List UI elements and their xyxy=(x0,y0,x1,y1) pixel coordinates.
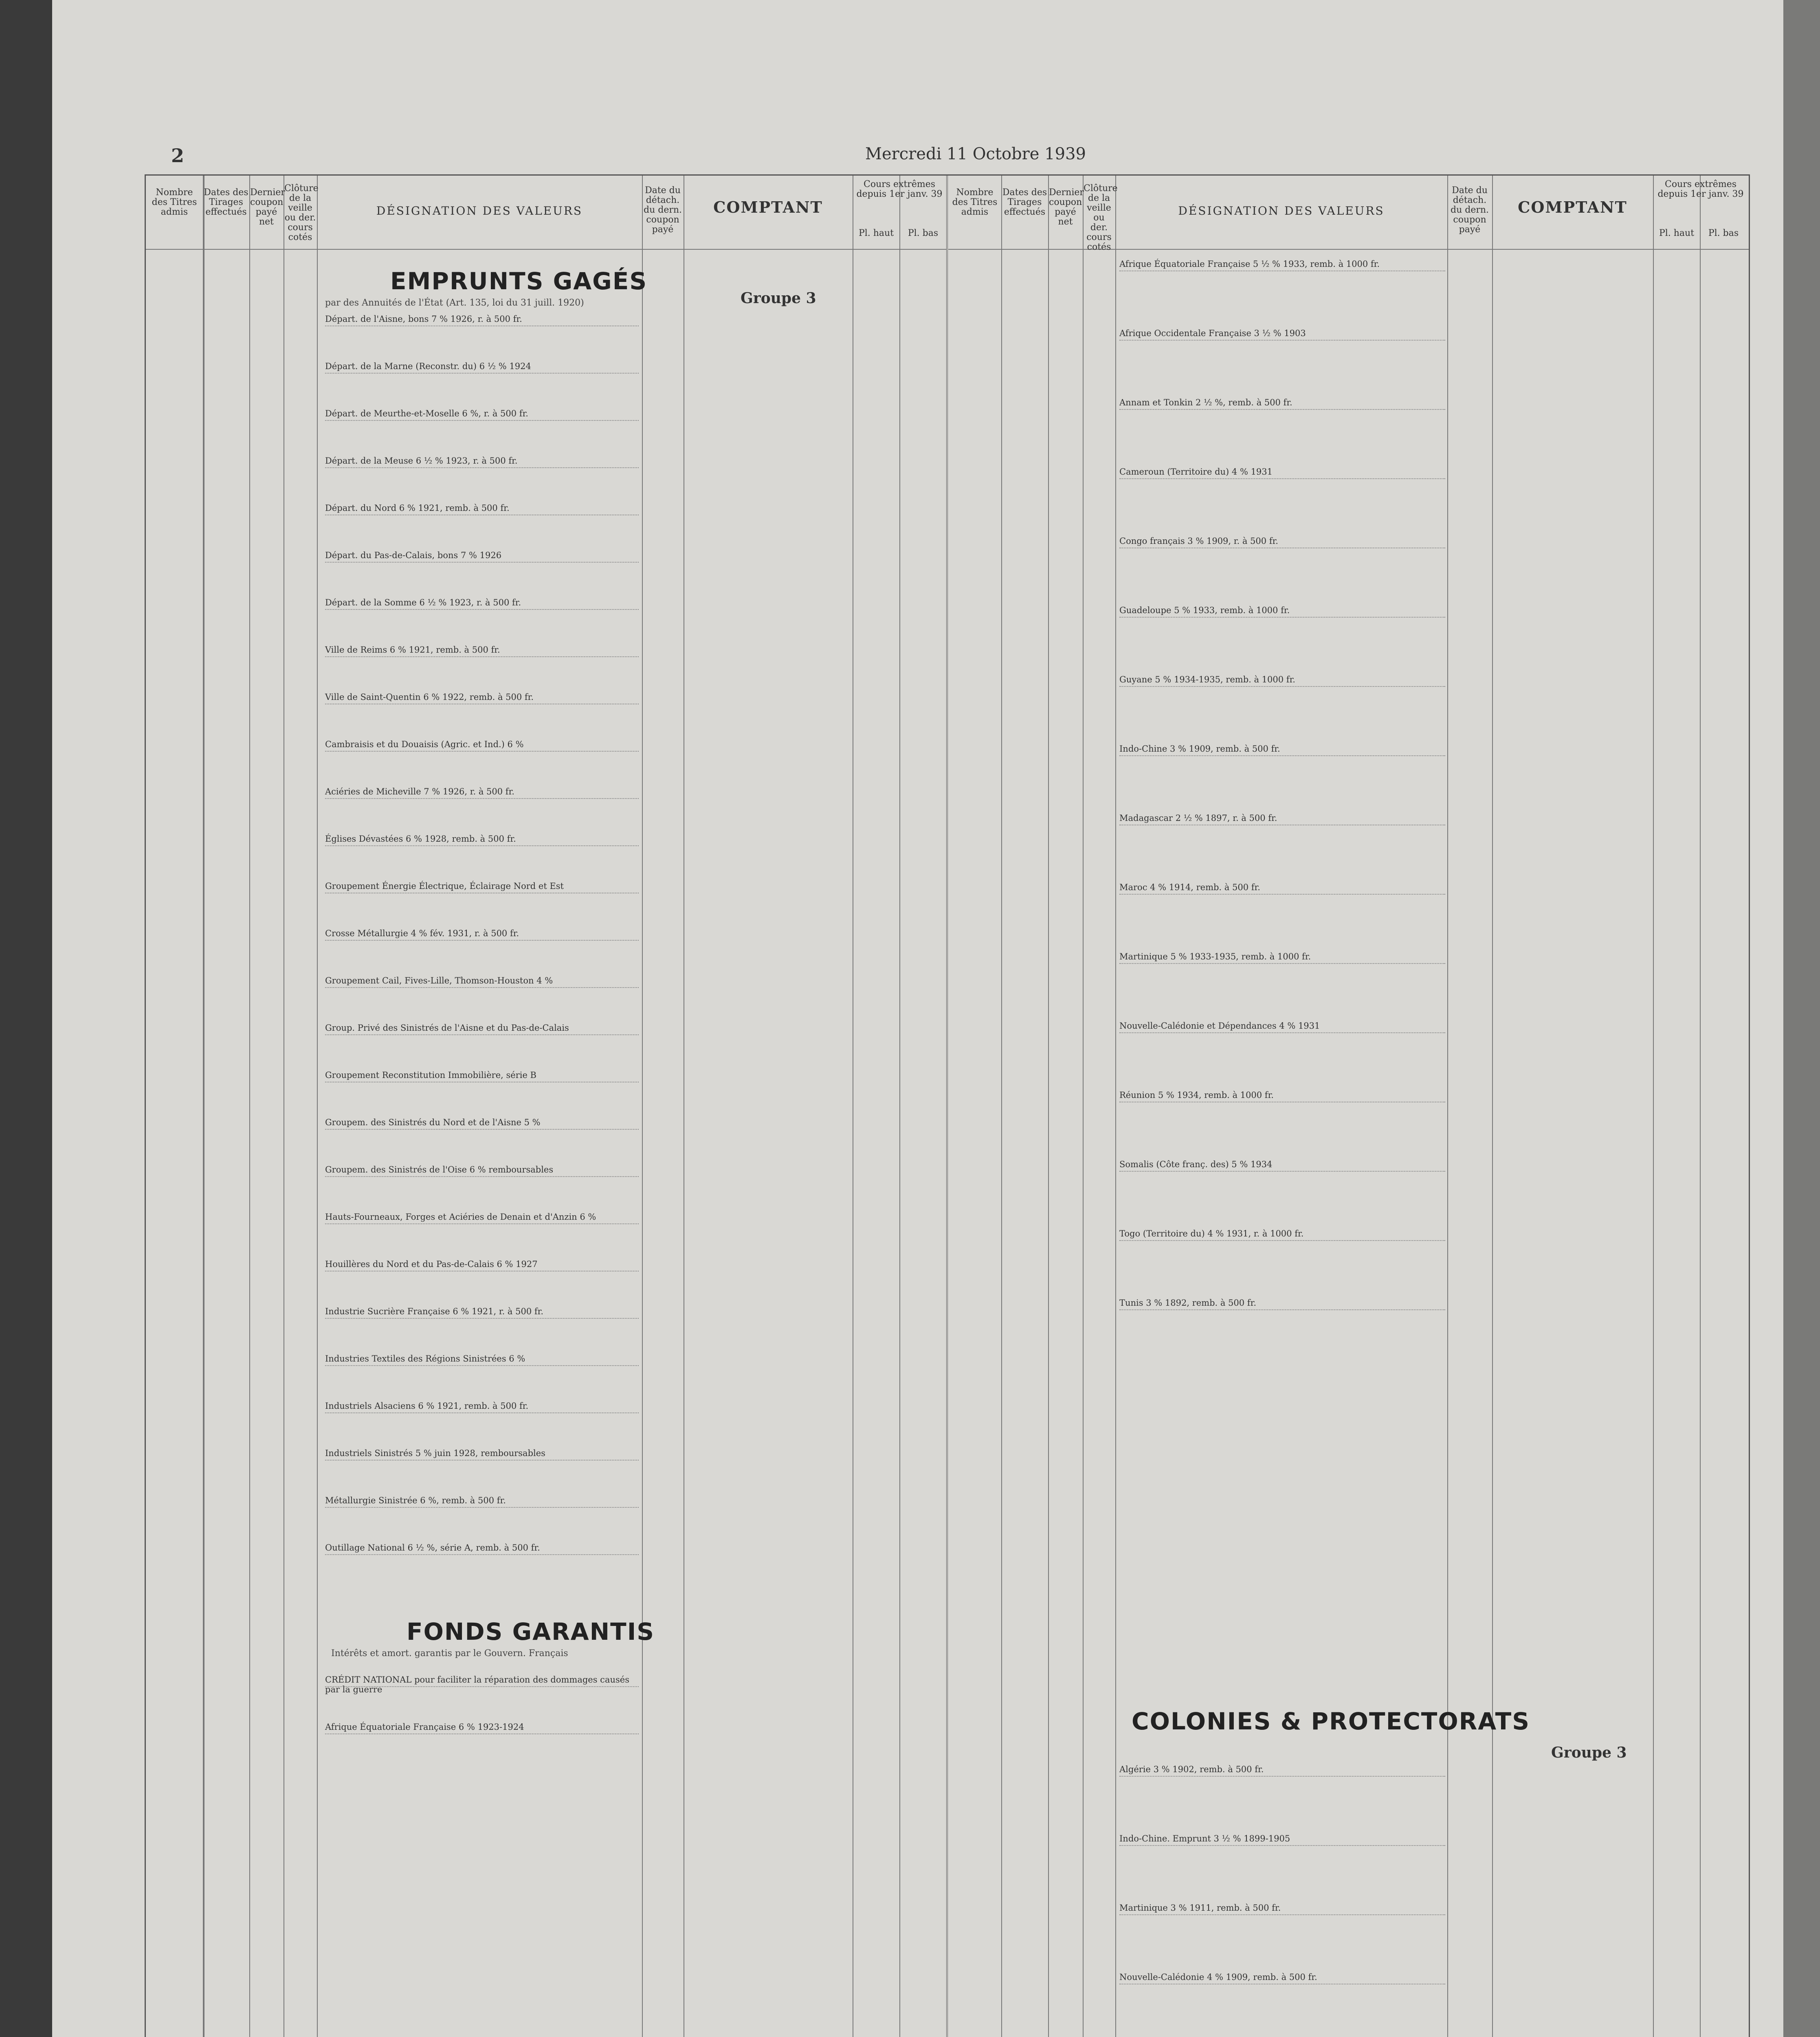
security-entry: Industries Textiles des Régions Sinistrées 6 % xyxy=(325,1354,525,1364)
security-entry: CRÉDIT NATIONAL pour faciliter la réparation des dommages causés par la guerre xyxy=(325,1675,629,1694)
section-subtitle: Intérêts et amort. garantis par le Gouvern. Français xyxy=(331,1648,568,1659)
page-number: 2 xyxy=(171,145,185,167)
security-entry: Indo-Chine. Emprunt 3 ½ % 1899-1905 xyxy=(1119,1834,1290,1843)
col-cours: Cours extrêmes depuis 1er janv. 39 xyxy=(1657,179,1744,199)
security-entry: Églises Dévastées 6 % 1928, remb. à 500 fr. xyxy=(325,834,516,844)
leader-line xyxy=(325,1460,639,1461)
leader-line xyxy=(325,1176,639,1177)
leader-line xyxy=(325,1223,639,1224)
leader-line xyxy=(325,420,639,421)
security-entry: Cameroun (Territoire du) 4 % 1931 xyxy=(1119,467,1273,477)
col-pl-haut: Pl. haut xyxy=(1659,228,1695,238)
leader-line xyxy=(1119,1845,1445,1846)
section-colonies: COLONIES & PROTECTORATS xyxy=(1132,1707,1530,1735)
leader-line xyxy=(325,1554,639,1555)
col-divider xyxy=(1447,176,1448,2037)
col-date-detach: Date du détach. du dern. coupon payé xyxy=(643,185,682,235)
leader-line xyxy=(325,562,639,563)
security-entry: Industriels Sinistrés 5 % juin 1928, remboursables xyxy=(325,1448,545,1458)
security-entry: Houillères du Nord et du Pas-de-Calais 6 % 1927 xyxy=(325,1259,538,1269)
leader-line xyxy=(325,798,639,799)
leader-line xyxy=(1119,755,1445,756)
col-divider xyxy=(1653,176,1654,2037)
leader-line xyxy=(1119,617,1445,618)
security-entry: Somalis (Côte franç. des) 5 % 1934 xyxy=(1119,1159,1273,1169)
security-entry: Groupem. des Sinistrés de l'Oise 6 % remboursables xyxy=(325,1165,554,1175)
col-divider xyxy=(317,176,318,2037)
security-entry: Départ. de la Somme 6 ½ % 1923, r. à 500 fr. xyxy=(325,598,521,607)
security-entry: Ville de Reims 6 % 1921, remb. à 500 fr. xyxy=(325,645,500,655)
groupe-label: Groupe 3 xyxy=(741,290,816,307)
security-entry: Afrique Équatoriale Française 5 ½ % 1933, remb. à 1000 fr. xyxy=(1119,259,1380,269)
leader-line xyxy=(1119,1914,1445,1915)
security-entry: Tunis 3 % 1892, remb. à 500 fr. xyxy=(1119,1298,1256,1308)
page-date: Mercredi 11 Octobre 1939 xyxy=(865,145,1086,163)
security-entry: Groupement Reconstitution Immobilière, série B xyxy=(325,1070,536,1080)
leader-line xyxy=(1119,478,1445,479)
col-pl-haut: Pl. haut xyxy=(858,228,894,238)
leader-line xyxy=(325,1412,639,1413)
security-entry: Martinique 3 % 1911, remb. à 500 fr. xyxy=(1119,1903,1281,1913)
security-entry: Départ. de la Meuse 6 ½ % 1923, r. à 500 fr. xyxy=(325,456,518,466)
leader-line xyxy=(1119,894,1445,895)
left-half xyxy=(146,176,948,2037)
security-entry: Afrique Équatoriale Française 6 % 1923-1924 xyxy=(325,1722,524,1732)
security-entry: Annam et Tonkin 2 ½ %, remb. à 500 fr. xyxy=(1119,398,1292,407)
security-entry: Algérie 3 % 1902, remb. à 500 fr. xyxy=(1119,1764,1264,1774)
security-entry: Aciéries de Micheville 7 % 1926, r. à 500 fr. xyxy=(325,787,514,796)
col-cours: Cours extrêmes depuis 1er janv. 39 xyxy=(856,179,943,199)
security-entry: Nouvelle-Calédonie et Dépendances 4 % 1931 xyxy=(1119,1021,1320,1031)
col-divider xyxy=(203,176,204,2037)
security-entry: Groupem. des Sinistrés du Nord et de l'Aisne 5 % xyxy=(325,1117,541,1127)
leader-line xyxy=(1119,1776,1445,1777)
col-dates: Dates des Tirages effectués xyxy=(204,187,248,217)
col-dates: Dates des Tirages effectués xyxy=(1002,187,1047,217)
col-divider xyxy=(249,176,250,2037)
leader-line xyxy=(1119,686,1445,687)
security-entry: Congo français 3 % 1909, r. à 500 fr. xyxy=(1119,536,1278,546)
security-entry: Martinique 5 % 1933-1935, remb. à 1000 fr. xyxy=(1119,952,1311,961)
section-emprunts-gages: EMPRUNTS GAGÉS xyxy=(390,267,648,295)
col-divider xyxy=(1115,176,1116,2037)
col-divider xyxy=(642,176,643,2037)
page-edge xyxy=(1783,0,1820,2037)
security-entry: Group. Privé des Sinistrés de l'Aisne et du Pas-de-Calais xyxy=(325,1023,569,1033)
security-entry: Madagascar 2 ½ % 1897, r. à 500 fr. xyxy=(1119,813,1277,823)
leader-line xyxy=(325,373,639,374)
leader-line xyxy=(325,751,639,752)
col-divider xyxy=(1492,176,1493,2037)
security-entry: Hauts-Fourneaux, Forges et Aciéries de Denain et d'Anzin 6 % xyxy=(325,1212,596,1222)
col-divider xyxy=(1048,176,1049,2037)
leader-line xyxy=(1119,1171,1445,1172)
security-entry: Départ. de l'Aisne, bons 7 % 1926, r. à 500 fr. xyxy=(325,314,522,324)
security-entry: Guadeloupe 5 % 1933, remb. à 1000 fr. xyxy=(1119,605,1290,615)
col-dernier: Dernier coupon payé net xyxy=(250,187,285,227)
security-entry: Ville de Saint-Quentin 6 % 1922, remb. à 500 fr. xyxy=(325,692,534,702)
col-designation: DÉSIGNATION DES VALEURS xyxy=(1178,204,1385,218)
security-entry: Nouvelle-Calédonie 4 % 1909, remb. à 500 fr. xyxy=(1119,1972,1317,1982)
security-entry: Réunion 5 % 1934, remb. à 1000 fr. xyxy=(1119,1090,1274,1100)
leader-line xyxy=(1119,963,1445,964)
security-entry: Guyane 5 % 1934-1935, remb. à 1000 fr. xyxy=(1119,675,1295,684)
security-entry: Groupement Énergie Électrique, Éclairage Nord et Est xyxy=(325,881,564,891)
leader-line xyxy=(325,940,639,941)
col-nombre: Nombre des Titres admis xyxy=(952,187,998,217)
col-comptant: COMPTANT xyxy=(1518,198,1627,216)
col-divider xyxy=(146,176,204,2037)
security-entry: Togo (Territoire du) 4 % 1931, r. à 1000 fr. xyxy=(1119,1229,1304,1238)
leader-line xyxy=(325,1733,639,1734)
leader-line xyxy=(325,1365,639,1366)
leader-line xyxy=(325,1507,639,1508)
col-designation: DÉSIGNATION DES VALEURS xyxy=(376,204,583,218)
security-entry: Départ. du Nord 6 % 1921, remb. à 500 fr. xyxy=(325,503,510,513)
security-entry: Départ. de la Marne (Reconstr. du) 6 ½ % 1924 xyxy=(325,361,531,371)
security-entry: Industrie Sucrière Française 6 % 1921, r. à 500 fr. xyxy=(325,1307,544,1316)
quotation-table xyxy=(145,174,1750,2037)
col-date-detach: Date du détach. du dern. coupon payé xyxy=(1450,185,1489,235)
security-entry: Départ. de Meurthe-et-Moselle 6 %, r. à 500 fr. xyxy=(325,409,528,418)
leader-line xyxy=(325,467,639,468)
security-entry: Départ. du Pas-de-Calais, bons 7 % 1926 xyxy=(325,550,502,560)
security-entry: Groupement Cail, Fives-Lille, Thomson-Houston 4 % xyxy=(325,976,553,986)
leader-line xyxy=(325,1034,639,1035)
leader-line xyxy=(325,609,639,610)
security-entry: Métallurgie Sinistrée 6 %, remb. à 500 fr. xyxy=(325,1496,506,1505)
header-row xyxy=(948,176,1749,250)
col-dernier: Dernier coupon payé net xyxy=(1049,187,1084,227)
leader-line xyxy=(1119,409,1445,410)
leader-line xyxy=(1119,1309,1445,1310)
col-pl-bas: Pl. bas xyxy=(1708,228,1739,238)
security-entry: Crosse Métallurgie 4 % fév. 1931, r. à 500 fr. xyxy=(325,928,519,938)
col-divider xyxy=(1083,176,1084,2037)
col-nombre: Nombre des Titres admis xyxy=(152,187,197,217)
leader-line xyxy=(325,845,639,846)
page-header xyxy=(171,145,1780,173)
col-cloture: Clôture de la veille ou der. cours cotés xyxy=(284,183,319,242)
col-divider xyxy=(1700,176,1701,2037)
groupe-label: Groupe 3 xyxy=(1551,1744,1627,1761)
leader-line xyxy=(325,1686,639,1687)
leader-line xyxy=(325,656,639,657)
leader-line xyxy=(1119,340,1445,341)
leader-line xyxy=(1119,1240,1445,1241)
col-pl-bas: Pl. bas xyxy=(908,228,939,238)
header-row xyxy=(146,176,946,250)
security-entry: Maroc 4 % 1914, remb. à 500 fr. xyxy=(1119,882,1260,892)
section-fonds-garantis: FONDS GARANTIS xyxy=(407,1618,655,1645)
security-entry: Industriels Alsaciens 6 % 1921, remb. à 500 fr. xyxy=(325,1401,529,1411)
security-entry: Afrique Occidentale Française 3 ½ % 1903 xyxy=(1119,328,1306,338)
security-entry: Cambraisis et du Douaisis (Agric. et Ind.) 6 % xyxy=(325,739,524,749)
section-subtitle: par des Annuités de l'État (Art. 135, loi du 31 juill. 1920) xyxy=(325,298,584,308)
security-entry: Outillage National 6 ½ %, série A, remb. à 500 fr. xyxy=(325,1543,540,1553)
leader-line xyxy=(325,1129,639,1130)
leader-line xyxy=(325,987,639,988)
col-cloture: Clôture de la veille ou der. cours cotés xyxy=(1084,183,1118,252)
col-comptant: COMPTANT xyxy=(713,198,823,216)
security-entry: Indo-Chine 3 % 1909, remb. à 500 fr. xyxy=(1119,744,1280,754)
leader-line xyxy=(325,1318,639,1319)
col-divider xyxy=(1001,176,1002,2037)
col-divider xyxy=(899,176,900,2037)
right-half xyxy=(948,176,1749,2037)
leader-line xyxy=(1119,1032,1445,1033)
